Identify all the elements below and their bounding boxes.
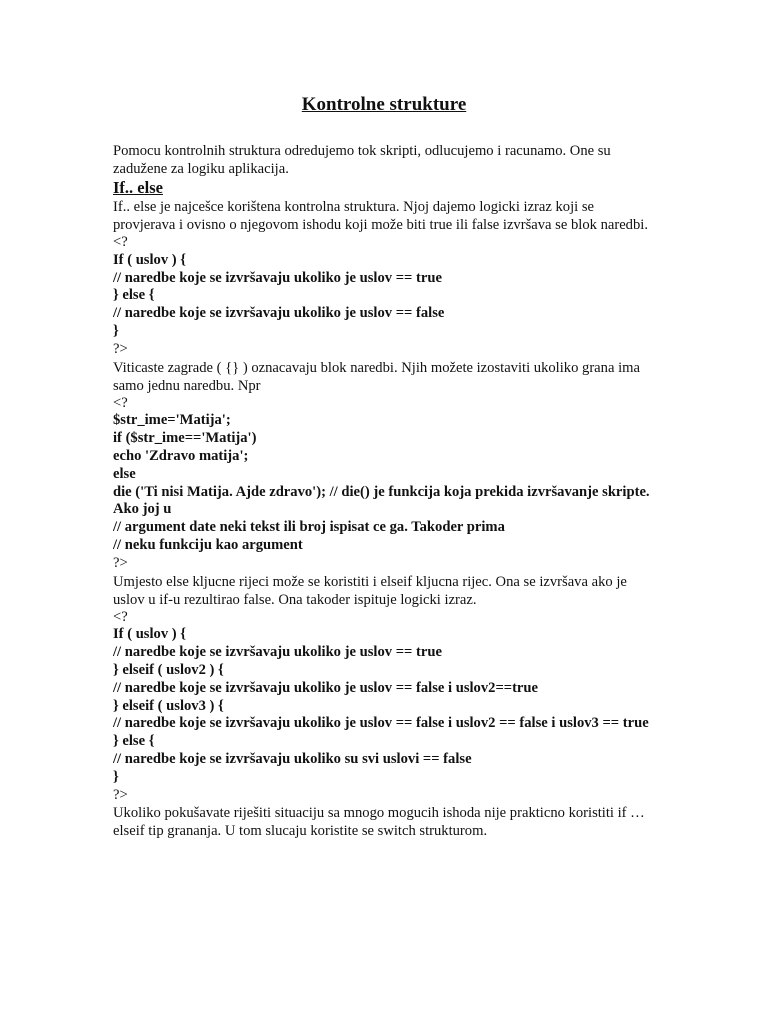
- code-line: // argument date neki tekst ili broj ispisat ce ga. Takoder prima: [113, 519, 505, 536]
- section-heading: If.. else: [113, 178, 163, 197]
- code-line: // neku funkciju kao argument: [113, 536, 303, 553]
- code-line: echo 'Zdravo matija';: [113, 447, 249, 464]
- content-blocks: [113, 198, 653, 840]
- text-paragraph: Viticaste zagrade ( {} ) oznacavaju blok naredbi. Njih možete izostaviti ukoliko grana ima samo jednu naredbu. Npr: [113, 359, 640, 394]
- code-line: } elseif ( uslov2 ) {: [113, 661, 224, 678]
- code-line: // naredbe koje se izvršavaju ukoliko je uslov == false: [113, 305, 445, 322]
- code-line: // naredbe koje se izvršavaju ukoliko su svi uslovi == false: [113, 750, 472, 767]
- code-line: // naredbe koje se izvršavaju ukoliko je uslov == false i uslov2==true: [113, 679, 539, 696]
- code-line: $str_ime='Matija';: [113, 412, 231, 429]
- code-delimiter-line: <?: [113, 394, 128, 411]
- code-delimiter-line: ?>: [113, 554, 128, 571]
- code-line: // naredbe koje se izvršavaju ukoliko je uslov == false i uslov2 == false i uslov3 == true: [113, 715, 649, 732]
- code-line: die ('Ti nisi Matija. Ajde zdravo'); // die() je funkcija koja prekida izvršavanje skripte. Ako joj u: [113, 483, 653, 518]
- code-line: // naredbe koje se izvršavaju ukoliko je uslov == true: [113, 644, 442, 661]
- code-line: } else {: [113, 287, 155, 304]
- text-paragraph: Umjesto else kljucne rijeci može se koristiti i elseif kljucna rijec. Ona se izvršava ako je uslov u if-u rezultirao false. Ona takoder ispituje logicki izraz.: [113, 573, 627, 608]
- code-line: else: [113, 465, 136, 482]
- code-line: } elseif ( uslov3 ) {: [113, 697, 224, 714]
- code-line: }: [113, 768, 119, 785]
- code-delimiter-line: ?>: [113, 340, 128, 357]
- text-paragraph: Ukoliko pokušavate riješiti situaciju sa mnogo mogucih ishoda nije prakticno koristiti if … elseif tip grananja. U tom slucaju koristite se switch strukturom.: [113, 805, 645, 840]
- code-line: If ( uslov ) {: [113, 626, 187, 643]
- page-title: Kontrolne strukture: [301, 94, 467, 115]
- document-body: [113, 142, 653, 840]
- code-line: if ($str_ime=='Matija'): [113, 430, 257, 447]
- code-line: }: [113, 322, 119, 339]
- code-line: } else {: [113, 733, 155, 750]
- text-paragraph: If.. else je najcešce korištena kontrolna struktura. Njoj dajemo logicki izraz koji se provjerava i ovisno o njegovom ishodu koji može biti true ili false izvršava se blok naredbi.: [113, 199, 648, 233]
- code-line: // naredbe koje se izvršavaju ukoliko je uslov == true: [113, 269, 442, 286]
- code-delimiter-line: <?: [113, 608, 128, 625]
- code-line: If ( uslov ) {: [113, 251, 187, 268]
- intro-paragraph: Pomocu kontrolnih struktura odredujemo tok skripti, odlucujemo i racunamo. One su zadužene za logiku aplikacija.: [113, 143, 611, 177]
- code-delimiter-line: <?: [113, 234, 128, 250]
- code-delimiter-line: ?>: [113, 786, 128, 803]
